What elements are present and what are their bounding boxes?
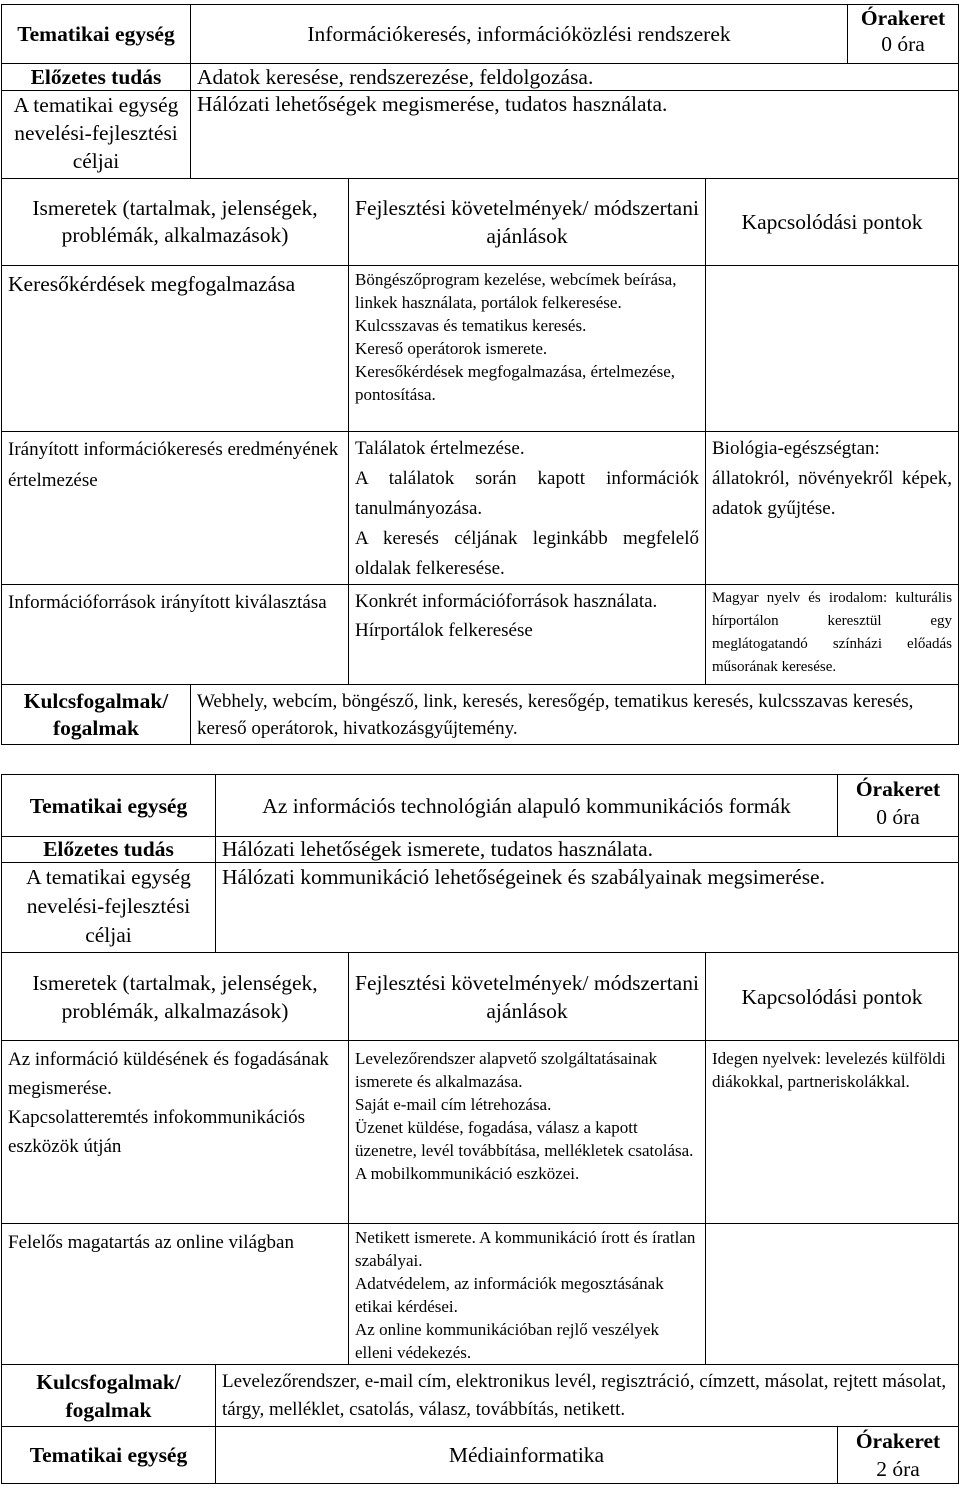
requirement-line: Adatvédelem, az információk megosztásának etikai kérdései.: [355, 1274, 664, 1316]
topic-cell: [2, 1041, 349, 1224]
key-text: Webhely, webcím, böngésző, link, keresés, keresőgép, tematikus keresés, kulcsszavas keresés, kereső operátorok, hivatkozásgyűjtemény.: [191, 685, 959, 745]
unit2-table: [1, 774, 959, 1484]
key-text: Levelezőrendszer, e-mail cím, elektronikus levél, regisztráció, címzett, másolat, rejtett másolat, tárgy, melléklet, csatolás, válasz, továbbítás, netikett.: [216, 1365, 959, 1427]
links-cell: [706, 1224, 959, 1365]
goals-label: A tematikai egység nevelési-fejlesztési céljai: [2, 91, 191, 179]
col1-header: Ismeretek (tartalmak, jelenségek, problémák, alkalmazások): [2, 953, 349, 1041]
topic-cell: Irányított információkeresés eredményének értelmezése: [2, 432, 349, 585]
requirement-line: Keresőkérdések megfogalmazása, értelmezése, pontosítása.: [355, 362, 675, 404]
requirements-cell: [349, 1224, 706, 1365]
hours-value: 0 óra: [881, 32, 925, 56]
requirement-line: Kulcsszavas és tematikus keresés.: [355, 316, 587, 335]
key-label: Kulcsfogalmak/ fogalmak: [2, 1365, 216, 1427]
goals-text: Hálózati lehetőségek megismerése, tudatos használata.: [191, 91, 959, 179]
col3-header: Kapcsolódási pontok: [706, 953, 959, 1041]
topic-line: Felelős magatartás az online világban: [8, 1232, 294, 1253]
hours-value: 0 óra: [876, 805, 920, 829]
requirements-cell: [349, 432, 706, 585]
requirements-cell: [349, 1041, 706, 1224]
topic-line: Kapcsolatteremtés infokommunikációs eszközök útján: [8, 1107, 306, 1157]
requirement-line: Böngészőprogram kezelése, webcímek beírása, linkek használata, portálok felkeresése.: [355, 270, 677, 312]
hours-cell: [838, 1427, 959, 1484]
requirements-cell: [349, 585, 706, 685]
requirement-line: Hírportálok felkeresése: [355, 620, 533, 641]
prior-label: Előzetes tudás: [2, 837, 216, 863]
requirement-line: Üzenet küldése, fogadása, válasz a kapott üzenetre, levél továbbítása, mellékletek csatolása.: [355, 1118, 694, 1160]
goals-label: A tematikai egység nevelési-fejlesztési céljai: [2, 863, 216, 953]
requirement-line: A keresés céljának leginkább megfelelő oldalak felkeresése.: [355, 528, 699, 579]
topic-cell: [2, 1224, 349, 1365]
requirement-line: Saját e-mail cím létrehozása.: [355, 1095, 552, 1114]
requirement-line: Találatok értelmezése.: [355, 438, 525, 459]
links-cell: Magyar nyelv és irodalom: kulturális hírportálon keresztül egy meglátogatandó színházi előadás műsorának keresése.: [706, 585, 959, 685]
hours-label: Órakeret: [860, 6, 946, 30]
unit1-table: [1, 4, 959, 745]
requirements-cell: [349, 266, 706, 432]
col1-header: Ismeretek (tartalmak, jelenségek, problémák, alkalmazások): [2, 179, 349, 266]
hours-value: 2 óra: [876, 1457, 920, 1481]
requirement-line: A találatok során kapott információk tanulmányozása.: [355, 468, 699, 519]
hours-label: Órakeret: [855, 777, 941, 801]
unit-label: Tematikai egység: [2, 775, 216, 837]
links-cell: Biológia-egészségtan: állatokról, növényekről képek, adatok gyűjtése.: [706, 432, 959, 585]
col2-header: Fejlesztési követelmények/ módszertani ajánlások: [349, 953, 706, 1041]
topic-cell: Keresőkérdések megfogalmazása: [2, 266, 349, 432]
requirement-line: Levelezőrendszer alapvető szolgáltatásainak ismerete és alkalmazása.: [355, 1049, 658, 1091]
hours-cell: [838, 775, 959, 837]
links-cell: [706, 266, 959, 432]
unit-label: Tematikai egység: [2, 1427, 216, 1484]
col3-header: Kapcsolódási pontok: [706, 179, 959, 266]
hours-cell: [848, 5, 959, 64]
requirement-line: Az online kommunikációban rejlő veszélyek elleni védekezés.: [355, 1320, 660, 1362]
prior-label: Előzetes tudás: [2, 64, 191, 91]
requirement-line: Konkrét információforrások használata.: [355, 591, 658, 612]
requirement-line: Netikett ismerete. A kommunikáció írott és íratlan szabályai.: [355, 1228, 696, 1270]
topic-line: Az információ küldésének és fogadásának megismerése.: [8, 1049, 329, 1099]
key-label: Kulcsfogalmak/ fogalmak: [2, 685, 191, 745]
hours-label: Órakeret: [855, 1429, 941, 1453]
unit-title: Információkeresés, információközlési rendszerek: [191, 5, 848, 64]
requirement-line: A mobilkommunikáció eszközei.: [355, 1164, 580, 1183]
requirement-line: Kereső operátorok ismerete.: [355, 339, 548, 358]
prior-text: Adatok keresése, rendszerezése, feldolgozása.: [191, 64, 959, 91]
unit-label: Tematikai egység: [2, 5, 191, 64]
links-cell: Idegen nyelvek: levelezés külföldi diákokkal, partneriskolákkal.: [706, 1041, 959, 1224]
topic-cell: Információforrások irányított kiválasztása: [2, 585, 349, 685]
prior-text: Hálózati lehetőségek ismerete, tudatos használata.: [216, 837, 959, 863]
goals-text: Hálózati kommunikáció lehetőségeinek és szabályainak megsimerése.: [216, 863, 959, 953]
col2-header: Fejlesztési követelmények/ módszertani ajánlások: [349, 179, 706, 266]
unit-title: Médiainformatika: [216, 1427, 838, 1484]
unit-title: Az információs technológián alapuló kommunikációs formák: [216, 775, 838, 837]
